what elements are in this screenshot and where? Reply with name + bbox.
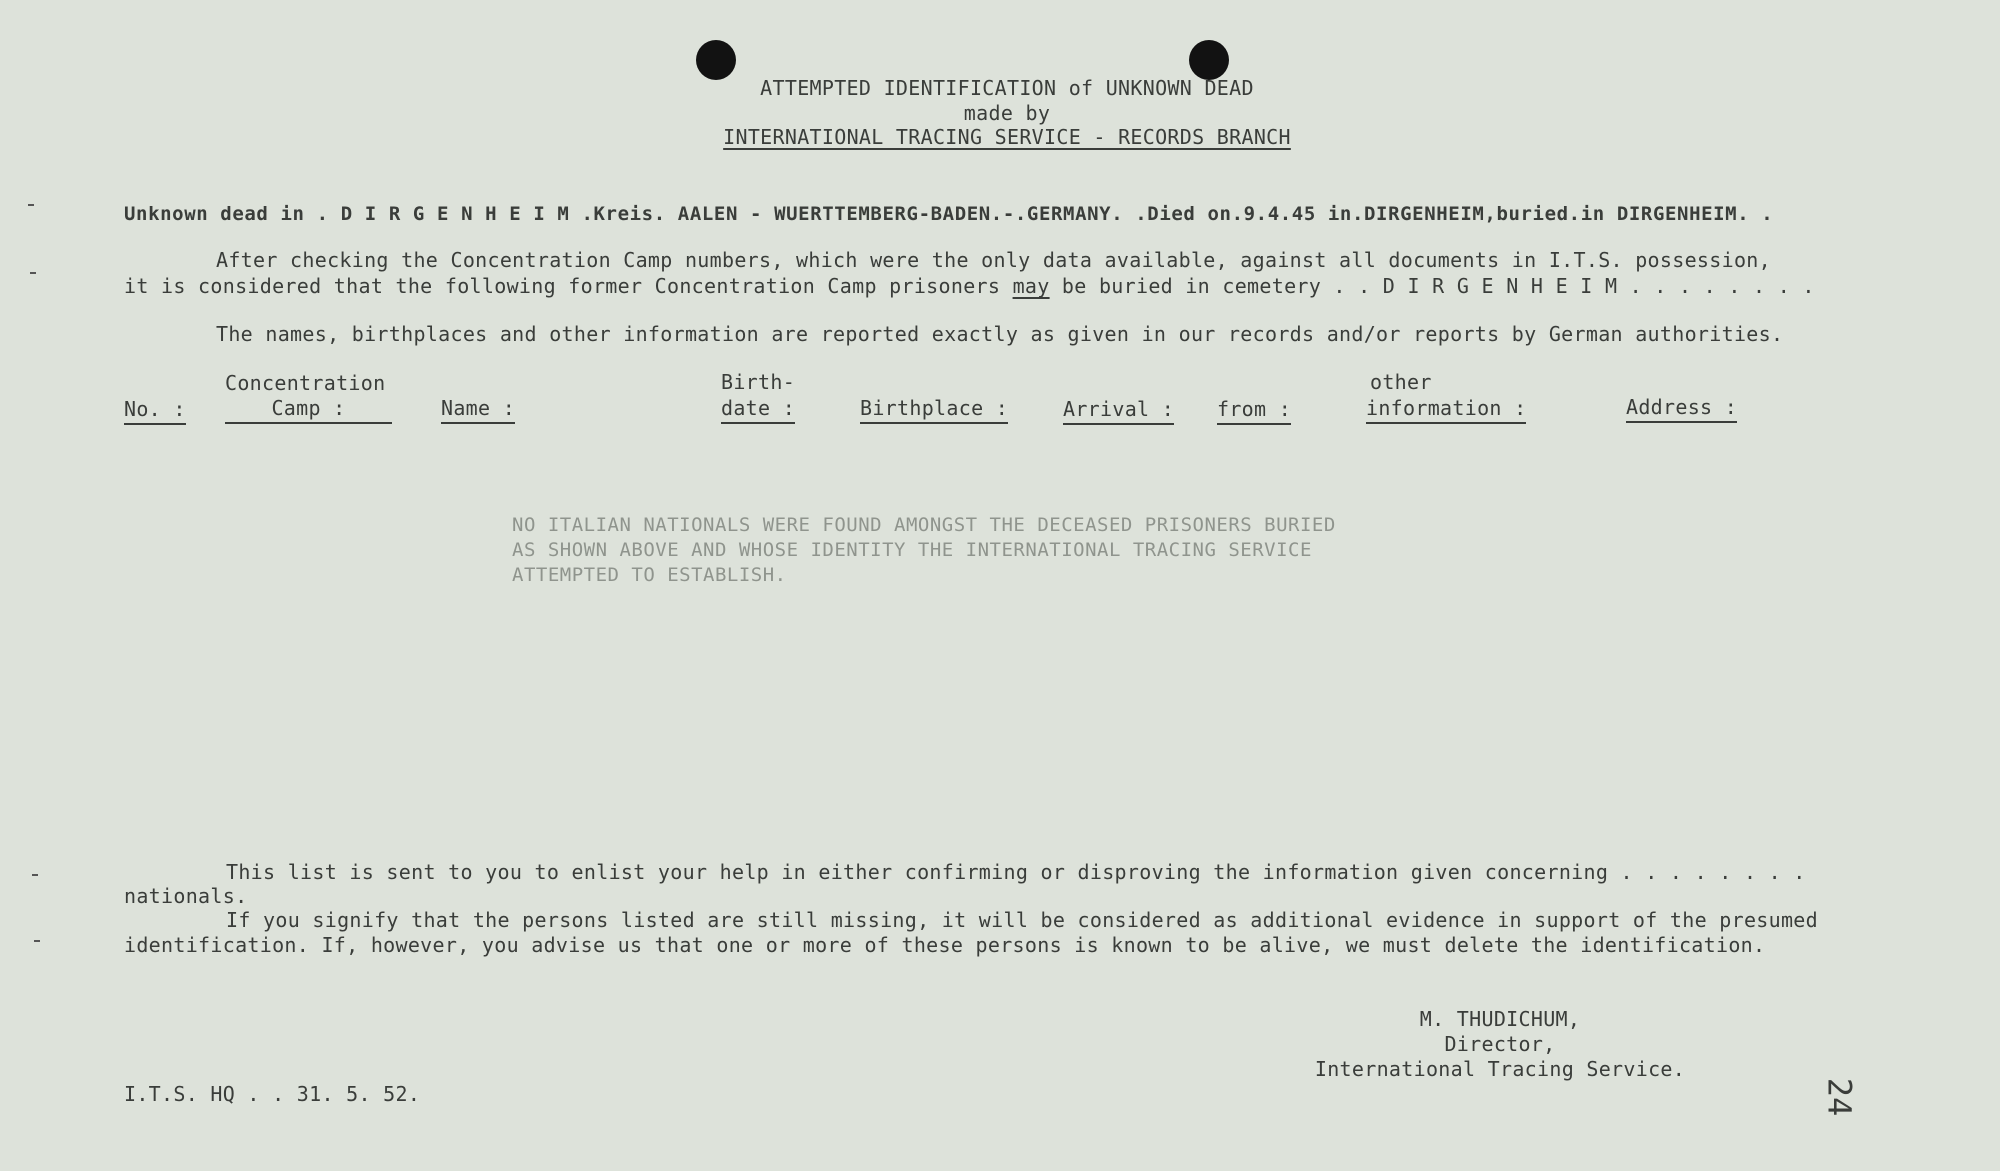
- edge-mark: [30, 272, 36, 274]
- footer-reference: I.T.S. HQ . . 31. 5. 52.: [124, 1082, 421, 1106]
- stamp-line1: NO ITALIAN NATIONALS WERE FOUND AMONGST THE DECEASED PRISONERS BURIED: [512, 514, 1336, 536]
- paragraph-enlist-line1: This list is sent to you to enlist your help in either confirming or disproving the information given concerning . . . . . . . .: [226, 860, 1806, 884]
- paragraph-checking-line2: [124, 274, 1815, 298]
- punch-hole-left: [696, 40, 736, 80]
- unknown-dead-line: Unknown dead in . D I R G E N H E I M .Kreis. AALEN - WUERTTEMBERG-BADEN.-.GERMANY. .Died on.9.4.45 in.DIRGENHEIM,buried.in DIRGENHEIM. .: [124, 203, 1774, 225]
- edge-mark: [32, 874, 38, 876]
- column-camp: Camp :: [225, 396, 392, 424]
- column-other-information: information :: [1366, 396, 1526, 424]
- column-no: No. :: [124, 397, 186, 425]
- punch-hole-right: [1189, 40, 1229, 80]
- page-number: 24: [1820, 1077, 1859, 1117]
- stamp-line3: ATTEMPTED TO ESTABLISH.: [512, 564, 787, 586]
- column-address: Address :: [1626, 395, 1737, 423]
- column-other-top: other: [1370, 370, 1432, 394]
- edge-mark: [34, 940, 40, 942]
- paragraph-missing-line2: identification. If, however, you advise us that one or more of these persons is known to be alive, we must delete the identification.: [124, 933, 1766, 957]
- column-birthdate-top: Birth-: [721, 370, 796, 394]
- column-birthdate: date :: [721, 396, 795, 424]
- paragraph-checking-line1: After checking the Concentration Camp numbers, which were the only data available, against all documents in I.T.S. possession,: [216, 248, 1771, 272]
- column-birthplace: Birthplace :: [860, 396, 1008, 424]
- paragraph-checking-start: it is considered that the following former Concentration Camp prisoners: [124, 274, 1013, 298]
- signature-organization: International Tracing Service.: [1314, 1057, 1686, 1081]
- signature-name: M. THUDICHUM,: [1419, 1007, 1581, 1031]
- column-arrival: Arrival :: [1063, 397, 1174, 425]
- signature-title: Director,: [1444, 1032, 1556, 1056]
- paragraph-missing-line1: If you signify that the persons listed are still missing, it will be considered as additional evidence in support of the presumed: [226, 908, 1818, 932]
- paragraph-checking-end: be buried in cemetery . . D I R G E N H E I M . . . . . . . .: [1049, 274, 1815, 298]
- header-organization-text: INTERNATIONAL TRACING SERVICE - RECORDS BRANCH: [723, 125, 1291, 149]
- edge-mark: [28, 204, 34, 206]
- paragraph-names-notice: The names, birthplaces and other information are reported exactly as given in our records and/or reports by German authorities.: [216, 322, 1784, 346]
- paragraph-enlist-line2: nationals.: [124, 884, 248, 908]
- header-organization: [600, 125, 1414, 149]
- may-emphasis: may: [1012, 274, 1050, 298]
- stamp-line2: AS SHOWN ABOVE AND WHOSE IDENTITY THE INTERNATIONAL TRACING SERVICE: [512, 539, 1312, 561]
- header-title: ATTEMPTED IDENTIFICATION of UNKNOWN DEAD: [760, 76, 1254, 100]
- column-from: from :: [1217, 397, 1291, 425]
- column-name: Name :: [441, 396, 515, 424]
- header-made-by: made by: [963, 101, 1051, 125]
- column-camp-top: Concentration: [225, 371, 386, 395]
